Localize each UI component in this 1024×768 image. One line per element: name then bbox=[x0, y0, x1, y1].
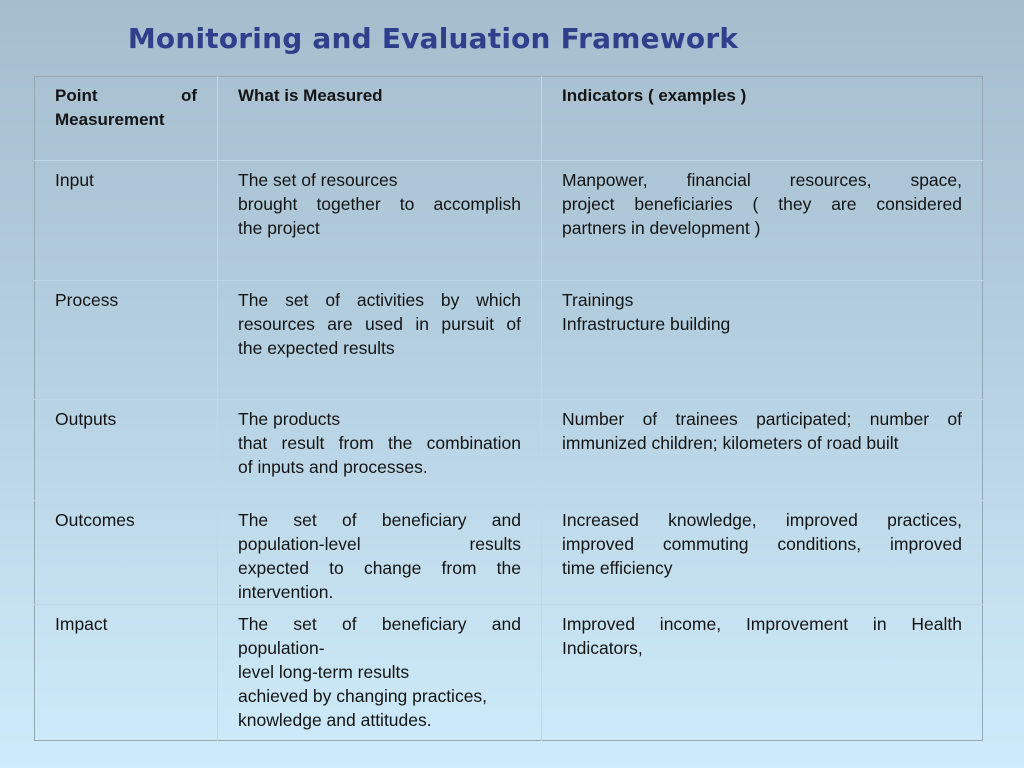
point-cell: Outputs bbox=[35, 400, 218, 501]
header-point-line: Point of bbox=[55, 86, 197, 105]
cell-line: immunized children; kilometers of road built bbox=[562, 433, 899, 453]
cell-line: Manpower, financial resources, space, bbox=[562, 170, 962, 190]
point-cell: Input bbox=[35, 161, 218, 281]
cell-line: Number of trainees participated; number of bbox=[562, 409, 962, 429]
point-cell: Impact bbox=[35, 605, 218, 741]
table-row bbox=[35, 501, 983, 605]
cell-line: intervention. bbox=[238, 582, 334, 602]
indicators-cell bbox=[542, 501, 983, 605]
cell-line: project beneficiaries ( they are considered bbox=[562, 194, 962, 214]
cell-line: The set of activities by which bbox=[238, 290, 521, 310]
cell-line: Infrastructure building bbox=[562, 314, 731, 334]
indicators-cell bbox=[542, 281, 983, 400]
cell-line: improved commuting conditions, improved bbox=[562, 534, 962, 554]
header-indicators: Indicators ( examples ) bbox=[542, 77, 983, 161]
cell-line: brought together to accomplish bbox=[238, 194, 521, 214]
cell-line: time efficiency bbox=[562, 558, 673, 578]
header-what-is-measured: What is Measured bbox=[218, 77, 542, 161]
cell-line: of inputs and processes. bbox=[238, 457, 428, 477]
cell-line: resources are used in pursuit of bbox=[238, 314, 521, 334]
cell-line: Increased knowledge, improved practices, bbox=[562, 510, 962, 530]
cell-line: partners in development ) bbox=[562, 218, 761, 238]
measured-cell bbox=[218, 281, 542, 400]
cell-line: Trainings bbox=[562, 290, 634, 310]
cell-line: the project bbox=[238, 218, 320, 238]
header-point-line: Measurement bbox=[55, 110, 165, 129]
indicators-cell bbox=[542, 400, 983, 501]
cell-line: level long-term results bbox=[238, 662, 410, 682]
cell-line: The products bbox=[238, 409, 341, 429]
cell-line: The set of resources bbox=[238, 170, 398, 190]
measured-cell bbox=[218, 605, 542, 741]
table-row bbox=[35, 161, 983, 281]
measured-cell bbox=[218, 501, 542, 605]
cell-line: the expected results bbox=[238, 338, 395, 358]
point-cell: Process bbox=[35, 281, 218, 400]
cell-line: population- bbox=[238, 638, 325, 658]
cell-line: achieved by changing practices, bbox=[238, 686, 488, 706]
cell-line: Indicators, bbox=[562, 638, 643, 658]
framework-table bbox=[34, 76, 983, 741]
measured-cell bbox=[218, 400, 542, 501]
cell-line: Improved income, Improvement in Health bbox=[562, 614, 962, 634]
cell-line: knowledge and attitudes. bbox=[238, 710, 432, 730]
indicators-cell bbox=[542, 605, 983, 741]
measured-cell bbox=[218, 161, 542, 281]
header-point-of-measurement bbox=[35, 77, 218, 161]
cell-line: population-level results bbox=[238, 534, 521, 554]
point-cell: Outcomes bbox=[35, 501, 218, 605]
header-row bbox=[35, 77, 983, 161]
cell-line: The set of beneficiary and bbox=[238, 510, 521, 530]
table-row bbox=[35, 400, 983, 501]
table-row bbox=[35, 605, 983, 741]
cell-line: expected to change from the bbox=[238, 558, 521, 578]
table-row bbox=[35, 281, 983, 400]
cell-line: that result from the combination bbox=[238, 433, 521, 453]
indicators-cell bbox=[542, 161, 983, 281]
cell-line: The set of beneficiary and bbox=[238, 614, 521, 634]
slide-title: Monitoring and Evaluation Framework bbox=[127, 22, 739, 55]
